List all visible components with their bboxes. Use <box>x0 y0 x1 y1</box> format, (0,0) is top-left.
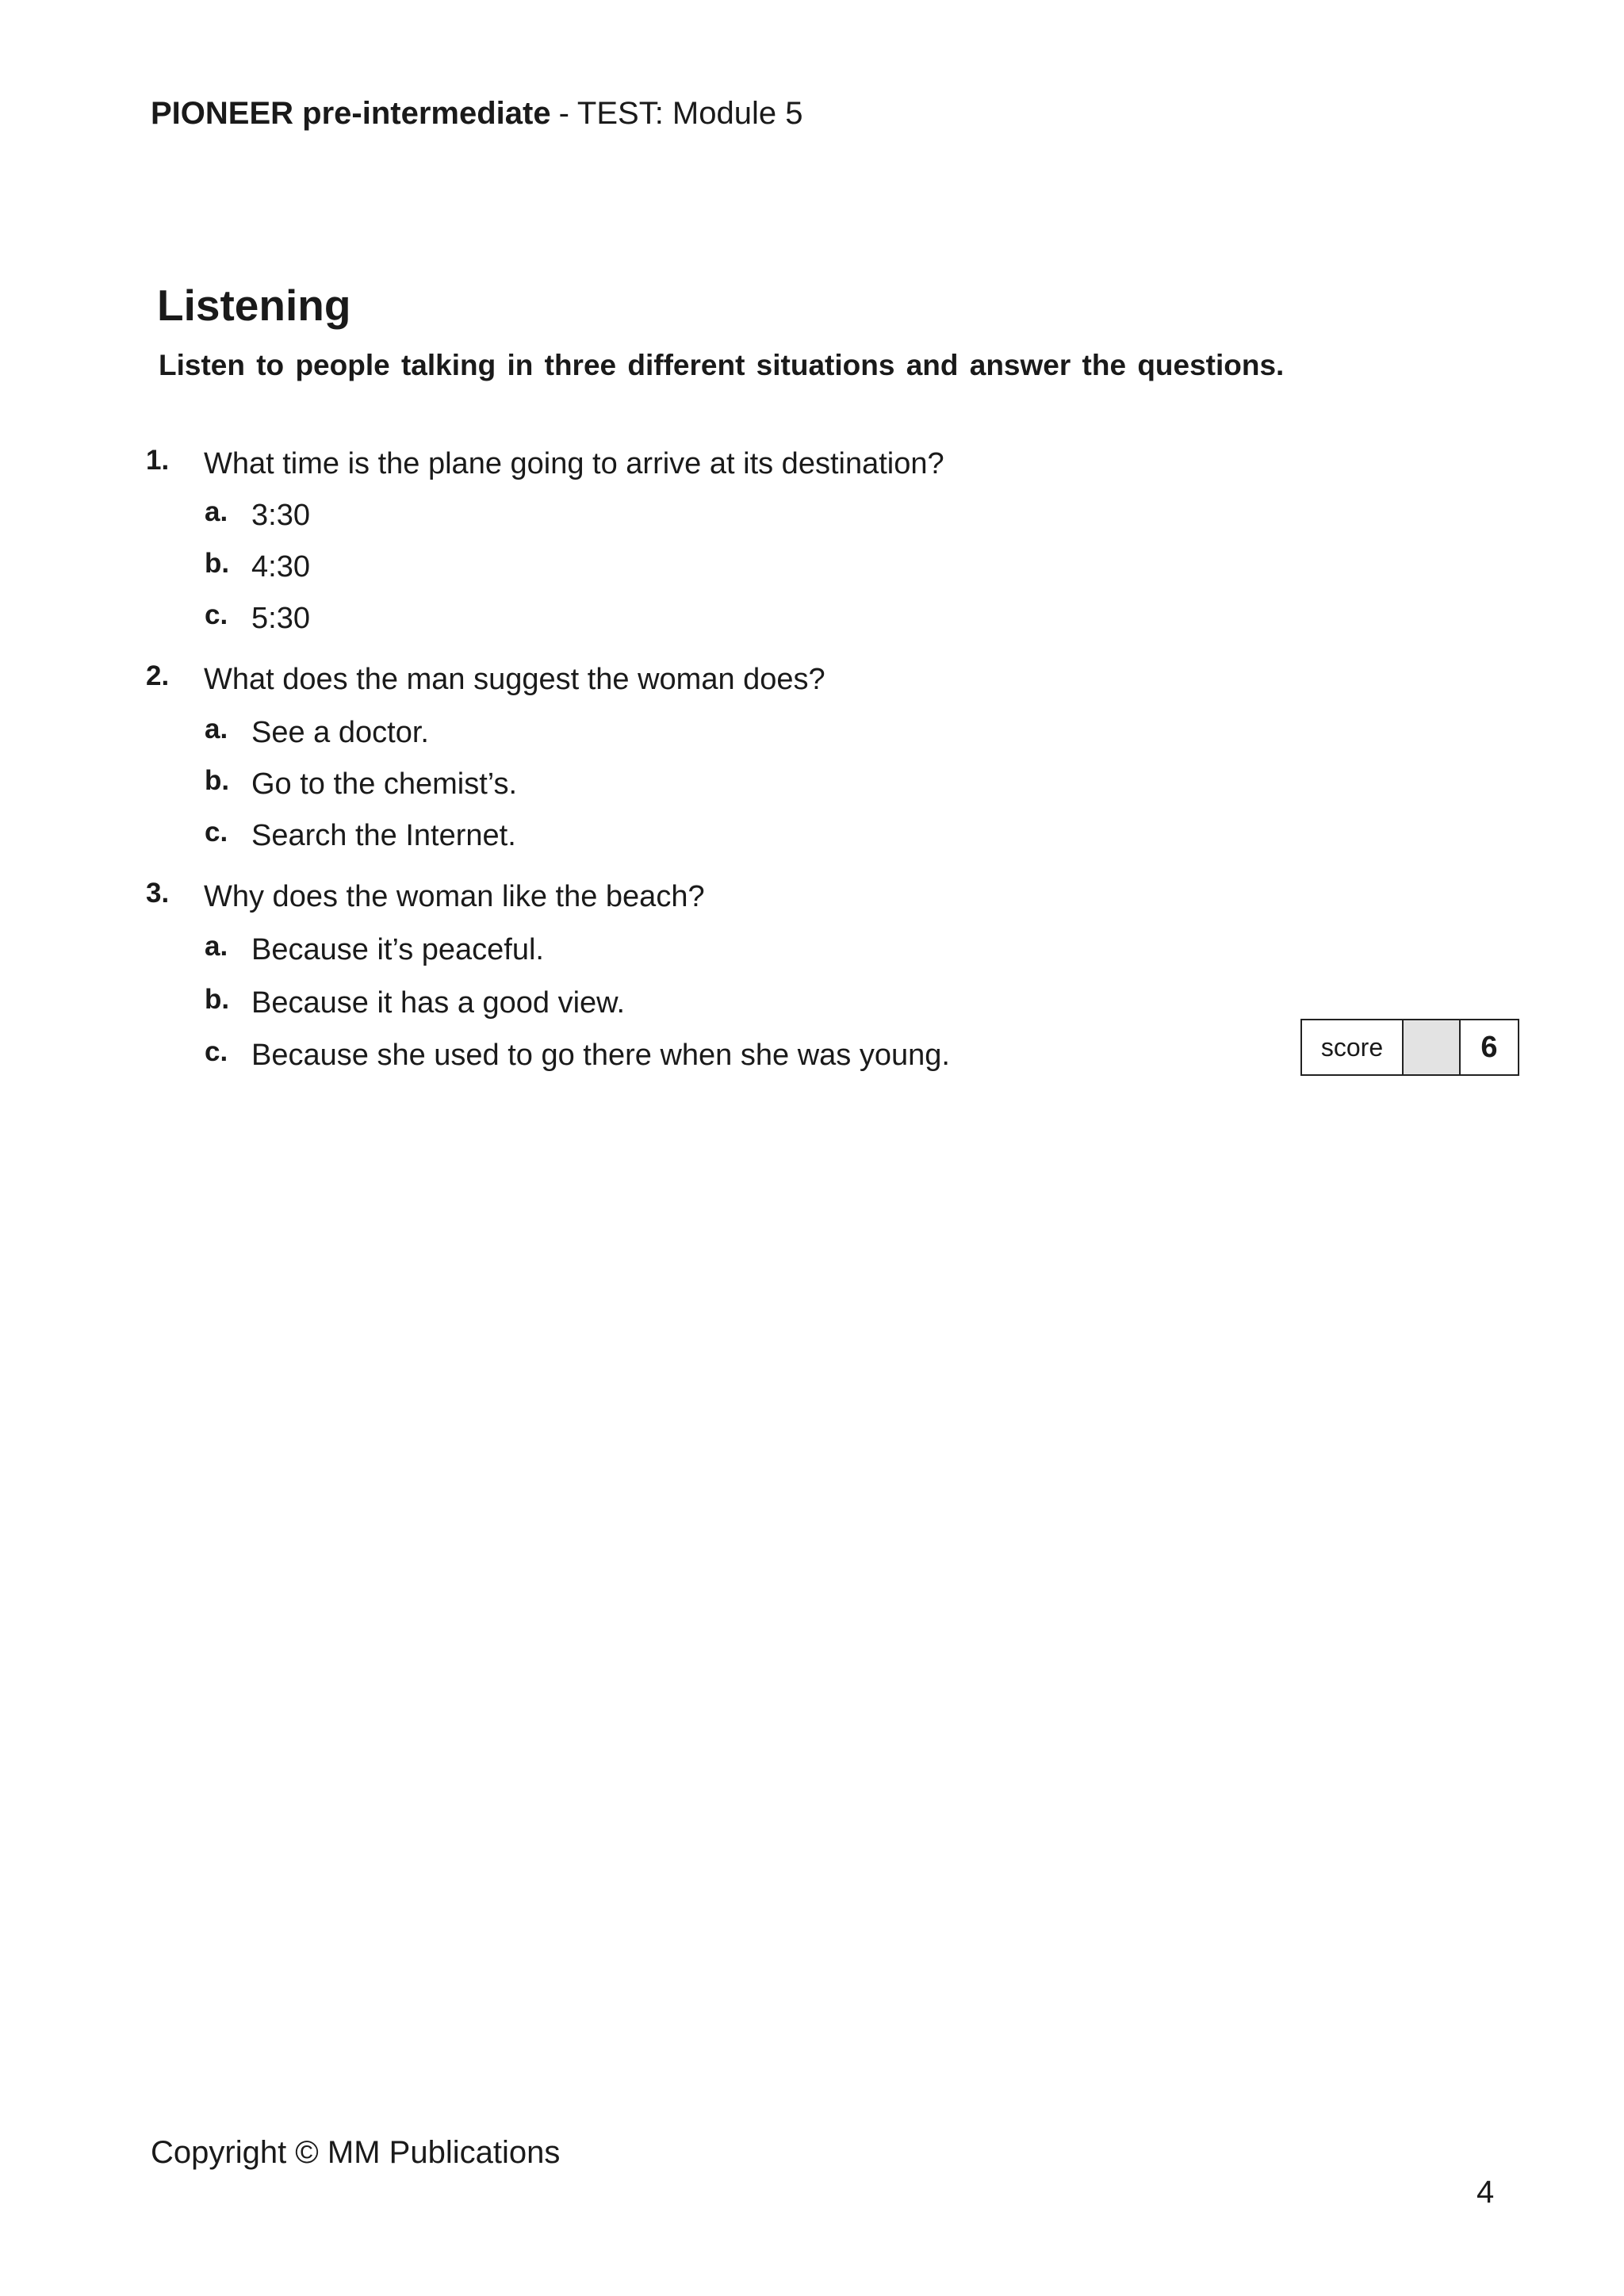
option-text: Because it has a good view. <box>251 986 626 1020</box>
question-number: 2. <box>146 660 170 691</box>
option-b <box>0 545 1189 585</box>
option-letter: a. <box>205 931 228 962</box>
option-letter: c. <box>205 817 228 848</box>
page-number: 4 <box>1477 2175 1495 2210</box>
question-text: Why does the woman like the beach? <box>204 880 705 913</box>
page-header <box>151 94 802 133</box>
question-text: What time is the plane going to arrive at its destination? <box>204 447 944 480</box>
option-letter: b. <box>205 548 230 579</box>
score-total: 6 <box>1480 1030 1498 1064</box>
option-letter: c. <box>205 1036 228 1067</box>
option-a <box>0 494 1189 534</box>
option-text: 4:30 <box>251 550 310 584</box>
header-separator: - <box>558 96 569 131</box>
option-b <box>0 982 1189 1021</box>
option-c <box>0 597 1189 637</box>
option-a <box>0 711 1189 751</box>
copyright-notice: Copyright © MM Publications <box>151 2135 561 2170</box>
question-text: What does the man suggest the woman does? <box>204 663 825 696</box>
option-text: Search the Internet. <box>251 819 516 852</box>
option-text: Because it’s peaceful. <box>251 933 544 966</box>
score-label: score <box>1302 1020 1404 1074</box>
question-number: 3. <box>146 878 170 909</box>
option-letter: a. <box>205 714 228 744</box>
score-box <box>1300 1019 1519 1076</box>
header-brand: PIONEER pre-intermediate <box>151 96 551 131</box>
option-letter: c. <box>205 599 228 630</box>
option-text: 3:30 <box>251 499 310 532</box>
option-text: 5:30 <box>251 602 310 635</box>
option-letter: b. <box>205 765 230 796</box>
score-entry-field[interactable] <box>1404 1020 1461 1074</box>
header-subtitle: TEST: Module 5 <box>576 96 803 131</box>
option-a <box>0 928 1189 968</box>
option-text: Go to the chemist’s. <box>251 767 518 801</box>
option-letter: b. <box>205 984 230 1015</box>
section-instruction: Listen to people talking in three different situations and answer the questions. <box>159 349 1285 381</box>
section-title: Listening <box>157 281 351 330</box>
option-text: Because she used to go there when she was young. <box>251 1039 950 1072</box>
question-number: 1. <box>146 445 170 476</box>
option-b <box>0 763 1189 802</box>
option-c <box>0 1034 1189 1073</box>
option-letter: a. <box>205 496 228 527</box>
option-c <box>0 814 1189 854</box>
option-text: See a doctor. <box>251 716 429 749</box>
